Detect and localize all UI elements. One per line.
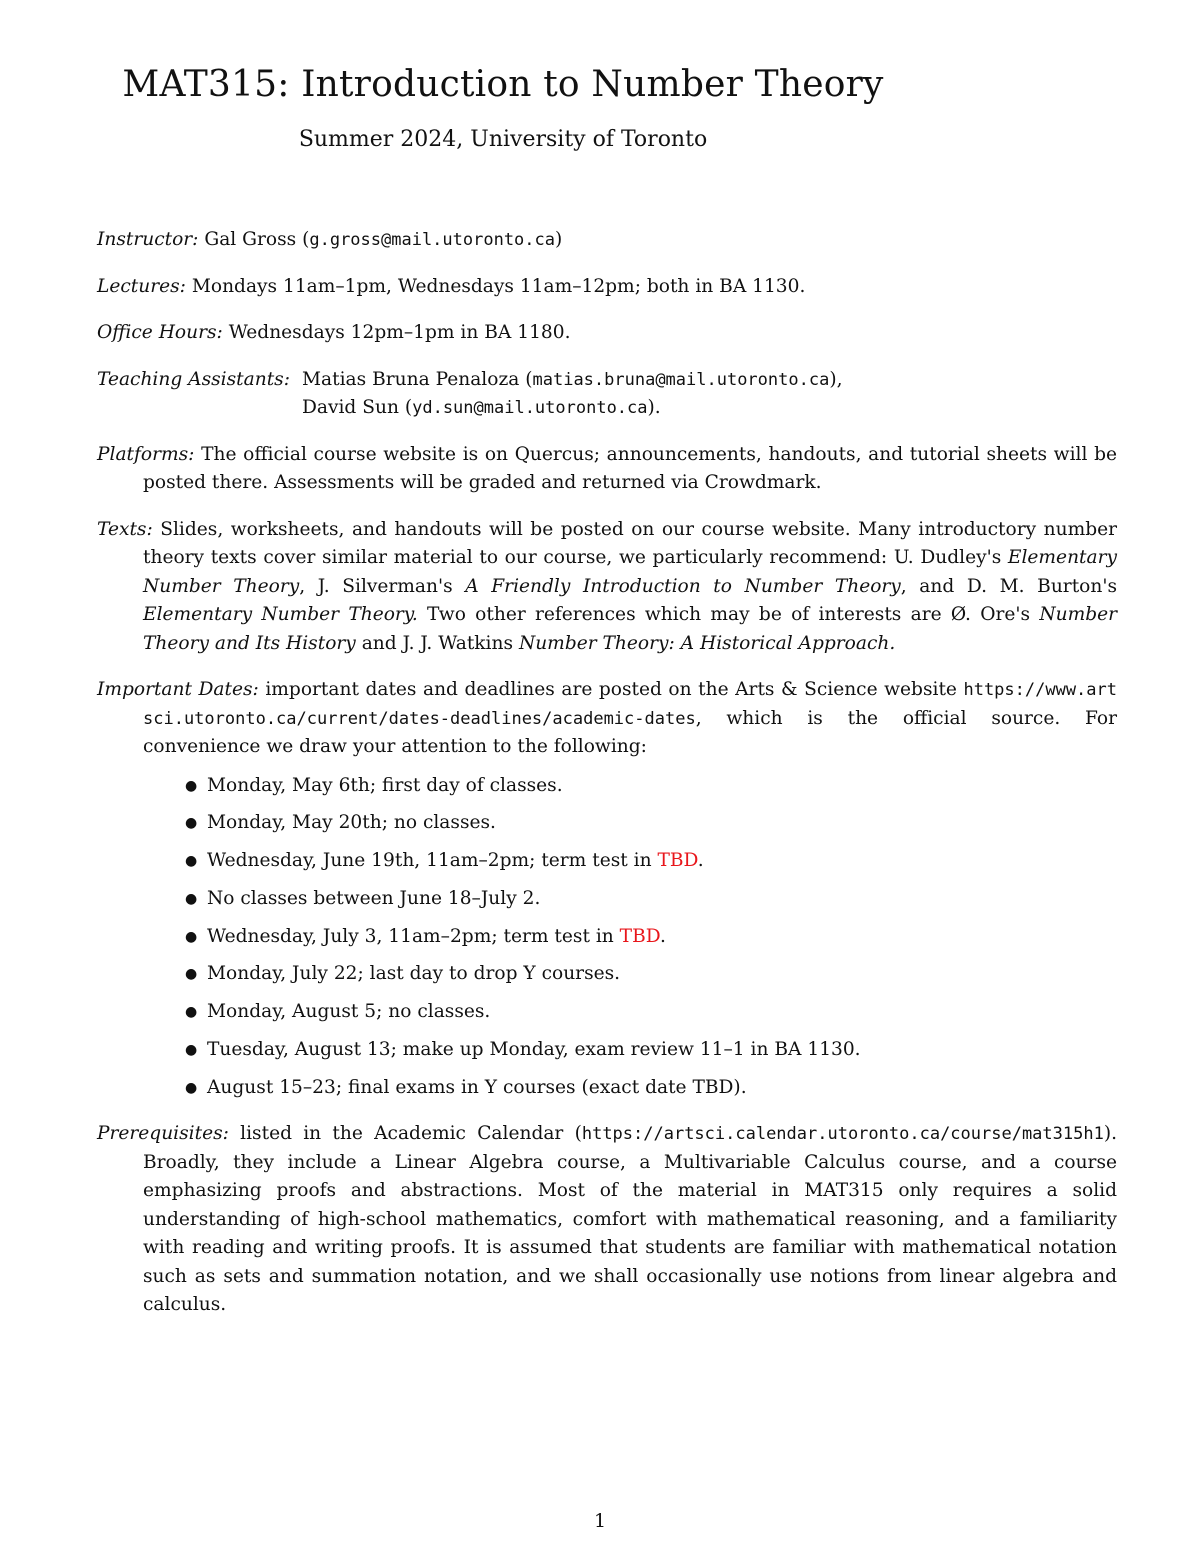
list-item: ● Monday, May 20th; no classes. [207, 809, 1117, 838]
list-item: ● Monday, May 6th; first day of classes. [207, 772, 1117, 801]
dates-url-link[interactable]: https://www.artsci.utoronto.ca/current/dates-deadlines/academic-dates [143, 680, 1117, 729]
ta-label: Teaching Assistants: [97, 368, 290, 390]
important-dates-section [97, 676, 1117, 1102]
important-dates-text: , which is the official source. For convenience we draw your attention to the following: [143, 707, 1117, 757]
instructor-label: Instructor: [97, 229, 199, 250]
list-item: ● Tuesday, August 13; make up Monday, exam review 11–1 in BA 1130. [207, 1036, 1117, 1065]
texts-paragraph [97, 516, 1117, 659]
ta-name: Matias Bruna Penaloza [301, 368, 520, 390]
lectures-text: Mondays 11am–1pm, Wednesdays 11am–12pm; both in BA 1130. [191, 275, 806, 297]
lectures-line [97, 273, 1117, 302]
page-title: MAT315: Introduction to Number Theory [122, 64, 884, 105]
bullet-icon: ● [185, 815, 198, 832]
texts-text: Two other references which may be of interests are Ø. Ore's [417, 604, 1040, 625]
book-title: Number Theory and Its History [143, 604, 1117, 654]
important-dates-label: Important Dates: [97, 679, 259, 700]
important-dates-text: important dates and deadlines are posted on the Arts & Science website [265, 679, 964, 700]
texts-label: Texts: [97, 518, 153, 540]
instructor-line: Instructor: Gal Gross (g.gross@mail.utoronto.ca) [97, 229, 563, 250]
tbd-badge: TBD [657, 850, 698, 872]
list-item: ● Monday, July 22; last day to drop Y courses. [207, 960, 1117, 989]
syllabus-body [97, 226, 1117, 1338]
bullet-icon: ● [185, 966, 198, 983]
list-item: ● Wednesday, July 3, 11am–2pm; term test in TBD. [207, 923, 1117, 952]
bullet-icon: ● [185, 1079, 198, 1096]
dates-list [143, 772, 1117, 1103]
office-hours-text: Wednesdays 12pm–1pm in BA 1180. [228, 322, 571, 343]
bullet-icon: ● [185, 777, 198, 794]
book-title: Number Theory: A Historical Approach. [518, 632, 896, 654]
prerequisites-text: listed in the Academic Calendar ( [240, 1123, 582, 1145]
texts-text: and J. J. Watkins [355, 632, 519, 654]
texts-text: Slides, worksheets, and handouts will be posted on our course website. Many introductory number theory texts cover similar material to our course, we particularly recommend: U. Dudley's [143, 518, 1117, 568]
book-title: A Friendly Introduction to Number Theory [465, 575, 901, 597]
tbd-badge: TBD [619, 925, 660, 947]
platforms-label: Platforms: [97, 443, 195, 465]
lectures-label: Lectures: [97, 275, 186, 297]
prerequisites-paragraph [97, 1120, 1117, 1320]
list-item: ● Wednesday, June 19th, 11am–2pm; term test in TBD. [207, 847, 1117, 876]
bullet-icon: ● [185, 890, 198, 907]
prerequisites-label: Prerequisites: [97, 1123, 229, 1145]
book-title: Elementary Number Theory. [143, 604, 418, 625]
ta-entry: David Sun (yd.sun@mail.utoronto.ca). [301, 397, 661, 418]
ta-punct: ). [647, 397, 661, 418]
ta-email[interactable]: yd.sun@mail.utoronto.ca [412, 398, 648, 418]
texts-text: , J. Silverman's [299, 575, 466, 597]
bullet-icon: ● [185, 1042, 198, 1059]
ta-list [302, 366, 843, 423]
bullet-icon: ● [185, 853, 198, 870]
bullet-icon: ● [185, 928, 198, 945]
list-item: ● No classes between June 18–July 2. [207, 885, 1117, 914]
texts-text: , and D. M. Burton's [900, 575, 1117, 597]
ta-name: David Sun [301, 397, 399, 418]
office-hours-label: Office Hours: [97, 322, 223, 343]
calendar-url-link[interactable]: https://artsci.calendar.utoronto.ca/course/mat315h1 [581, 1124, 1104, 1145]
prerequisites-text: ). Broadly, they include a Linear Algebra course, a Multivariable Calculus course, and a course emphasizing proofs and abstractions. Most of the material in MAT315 only requires a solid understanding of high-school mathematics, comfort with mathematical reasoning, and a familiarity with reading and writing proofs. It is assumed that students are familiar with mathematical notation such as sets and summation notation, and we shall occasionally use notions from linear algebra and calculus. [143, 1123, 1117, 1316]
ta-punct: ), [829, 368, 843, 390]
list-item: ● Monday, August 5; no classes. [207, 998, 1117, 1027]
page-number: 1 [593, 1510, 607, 1532]
book-title: Elementary Number Theory [143, 547, 1117, 597]
instructor-email[interactable]: g.gross@mail.utoronto.ca [309, 230, 555, 250]
instructor-name: Gal Gross [204, 229, 297, 250]
list-item: ● August 15–23; final exams in Y courses (exact date TBD). [207, 1074, 1117, 1103]
ta-entry: Matias Bruna Penaloza (matias.bruna@mail.utoronto.ca), [301, 368, 843, 390]
teaching-assistants [97, 366, 1117, 423]
platforms-text: The official course website is on Quercus; announcements, handouts, and tutorial sheets will be posted there. Assessments will be graded and returned via Crowdmark. [143, 443, 1117, 493]
bullet-icon: ● [185, 1004, 198, 1021]
ta-email[interactable]: matias.bruna@mail.utoronto.ca [532, 369, 830, 390]
platforms-paragraph [97, 441, 1117, 498]
office-hours-line [97, 319, 1117, 348]
page-subtitle: Summer 2024, University of Toronto [298, 127, 708, 152]
